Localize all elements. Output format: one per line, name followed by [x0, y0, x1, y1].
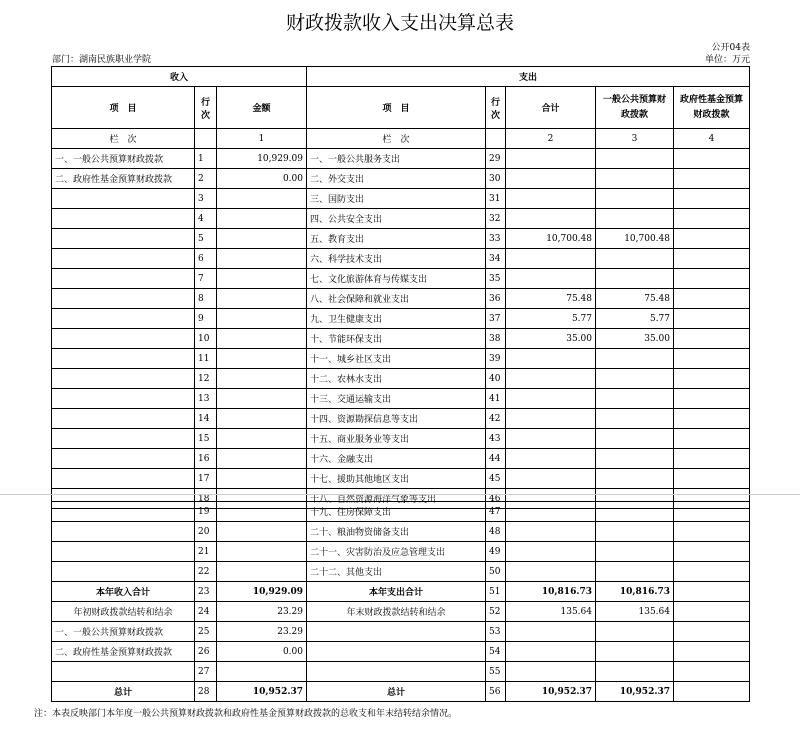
summary-table-part1 [51, 66, 750, 509]
table-row [52, 409, 750, 429]
expense-row-no: 45 [486, 469, 506, 489]
income-row-no: 16 [195, 449, 217, 469]
expense-row-no: 30 [486, 169, 506, 189]
income-amount [217, 309, 307, 329]
fund-budget-amount [674, 309, 750, 329]
income-item: 本年收入合计 [52, 582, 195, 602]
general-budget-amount [596, 389, 674, 409]
income-item [52, 409, 195, 429]
expense-total [506, 502, 596, 522]
expense-total: 10,700.48 [506, 229, 596, 249]
expense-row-no: 50 [486, 562, 506, 582]
fund-budget-amount [674, 369, 750, 389]
expense-total [506, 269, 596, 289]
income-item [52, 209, 195, 229]
general-budget-amount: 5.77 [596, 309, 674, 329]
expense-total [506, 542, 596, 562]
table-row [52, 522, 750, 542]
table-row [52, 349, 750, 369]
fund-budget-amount [674, 582, 750, 602]
expense-row-no: 38 [486, 329, 506, 349]
income-amount [217, 209, 307, 229]
expense-item: 四、公共安全支出 [307, 209, 486, 229]
expense-item: 二十一、灾害防治及应急管理支出 [307, 542, 486, 562]
table-row [52, 389, 750, 409]
amount-header: 金额 [217, 87, 307, 129]
income-amount [217, 369, 307, 389]
expense-row-no: 52 [486, 602, 506, 622]
general-budget-amount [596, 469, 674, 489]
income-item: 二、政府性基金预算财政拨款 [52, 642, 195, 662]
income-item [52, 329, 195, 349]
expense-item: 六、科学技术支出 [307, 249, 486, 269]
expense-total: 135.64 [506, 602, 596, 622]
general-budget-amount [596, 209, 674, 229]
column-number-2: 2 [506, 129, 596, 149]
income-row-no: 25 [195, 622, 217, 642]
income-header: 收入 [52, 67, 307, 87]
expense-row-no: 47 [486, 502, 506, 522]
expense-item: 十七、援助其他地区支出 [307, 469, 486, 489]
table-row [52, 289, 750, 309]
general-budget-amount [596, 429, 674, 449]
expense-total [506, 249, 596, 269]
income-row-no: 14 [195, 409, 217, 429]
table-row [52, 542, 750, 562]
income-row-no: 17 [195, 469, 217, 489]
fund-budget-amount [674, 542, 750, 562]
general-budget-amount [596, 149, 674, 169]
income-row-no: 27 [195, 662, 217, 682]
fund-budget-amount [674, 429, 750, 449]
expense-row-no: 53 [486, 622, 506, 642]
general-budget-amount [596, 249, 674, 269]
fund-budget-amount [674, 682, 750, 702]
income-row-no: 19 [195, 502, 217, 522]
expense-total [506, 369, 596, 389]
expense-total: 10,952.37 [506, 682, 596, 702]
general-budget-amount [596, 169, 674, 189]
expense-item: 十九、住房保障支出 [307, 502, 486, 522]
fund-budget-amount [674, 449, 750, 469]
fund-budget-amount [674, 642, 750, 662]
column-number-3: 3 [596, 129, 674, 149]
income-amount [217, 189, 307, 209]
income-item-header: 项 目 [52, 87, 195, 129]
expense-item [307, 662, 486, 682]
general-budget-amount: 75.48 [596, 289, 674, 309]
expense-row-no: 46 [486, 489, 506, 509]
expense-row-no: 31 [486, 189, 506, 209]
income-amount [217, 409, 307, 429]
expense-item: 一、一般公共服务支出 [307, 149, 486, 169]
income-item [52, 309, 195, 329]
income-item: 年初财政拨款结转和结余 [52, 602, 195, 622]
income-amount: 0.00 [217, 642, 307, 662]
general-budget-amount [596, 349, 674, 369]
fund-budget-amount [674, 289, 750, 309]
table-row [52, 562, 750, 582]
table-row [52, 622, 750, 642]
general-budget-amount [596, 662, 674, 682]
expense-item: 本年支出合计 [307, 582, 486, 602]
expense-item: 十五、商业服务业等支出 [307, 429, 486, 449]
expense-row-no: 33 [486, 229, 506, 249]
income-item [52, 229, 195, 249]
income-row-no: 13 [195, 389, 217, 409]
expense-item-header: 项 目 [307, 87, 486, 129]
fund-budget-amount [674, 149, 750, 169]
income-item: 总计 [52, 682, 195, 702]
expense-item [307, 642, 486, 662]
table-row [52, 169, 750, 189]
fund-budget-amount [674, 469, 750, 489]
income-item: 二、政府性基金预算财政拨款 [52, 169, 195, 189]
expense-total [506, 622, 596, 642]
table-code: 公开04表 [711, 43, 750, 53]
income-item [52, 289, 195, 309]
income-row-no: 18 [195, 489, 217, 509]
table-row [52, 582, 750, 602]
income-row-no: 20 [195, 522, 217, 542]
table-row [52, 662, 750, 682]
fund-budget-amount [674, 169, 750, 189]
general-budget-amount [596, 522, 674, 542]
fund-budget-header: 政府性基金预算财政拨款 [674, 87, 750, 129]
column-label: 栏 次 [52, 129, 195, 149]
income-item [52, 269, 195, 289]
fund-budget-amount [674, 502, 750, 522]
income-row-no: 3 [195, 189, 217, 209]
income-row-no: 12 [195, 369, 217, 389]
table-row [52, 189, 750, 209]
expense-total [506, 349, 596, 369]
general-budget-amount: 10,700.48 [596, 229, 674, 249]
general-budget-amount [596, 542, 674, 562]
expense-row-no: 55 [486, 662, 506, 682]
expense-item: 年末财政拨款结转和结余 [307, 602, 486, 622]
expense-total [506, 149, 596, 169]
income-amount: 10,929.09 [217, 582, 307, 602]
fund-budget-amount [674, 349, 750, 369]
expense-total [506, 209, 596, 229]
income-row-no: 26 [195, 642, 217, 662]
income-row-no-header: 行次 [195, 87, 217, 129]
expense-item: 二十二、其他支出 [307, 562, 486, 582]
expense-total [506, 389, 596, 409]
income-item [52, 349, 195, 369]
fund-budget-amount [674, 522, 750, 542]
footnote: 注：本表反映部门本年度一般公共预算财政拨款和政府性基金预算财政拨款的总收支和年末结转结余情况。 [34, 709, 458, 719]
table-row [52, 602, 750, 622]
expense-total [506, 662, 596, 682]
expense-total: 75.48 [506, 289, 596, 309]
column-number-1: 1 [217, 129, 307, 149]
expense-total [506, 522, 596, 542]
expense-row-no-header: 行次 [486, 87, 506, 129]
expense-total [506, 449, 596, 469]
general-budget-amount [596, 369, 674, 389]
general-budget-amount [596, 502, 674, 522]
income-item [52, 389, 195, 409]
income-row-no: 1 [195, 149, 217, 169]
table-row [52, 309, 750, 329]
expense-row-no: 49 [486, 542, 506, 562]
income-item [52, 502, 195, 522]
income-item [52, 522, 195, 542]
income-row-no: 7 [195, 269, 217, 289]
income-amount [217, 542, 307, 562]
expense-row-no: 54 [486, 642, 506, 662]
income-amount [217, 329, 307, 349]
income-item [52, 542, 195, 562]
table-row [52, 369, 750, 389]
general-budget-amount: 135.64 [596, 602, 674, 622]
income-item: 一、一般公共预算财政拨款 [52, 149, 195, 169]
income-row-no: 15 [195, 429, 217, 449]
income-amount [217, 289, 307, 309]
table-row [52, 449, 750, 469]
expense-item [307, 622, 486, 642]
expense-item: 十六、金融支出 [307, 449, 486, 469]
column-label: 栏 次 [307, 129, 486, 149]
expense-item: 三、国防支出 [307, 189, 486, 209]
table-row [52, 429, 750, 449]
expense-total [506, 469, 596, 489]
income-amount: 23.29 [217, 602, 307, 622]
fund-budget-amount [674, 622, 750, 642]
expense-row-no: 32 [486, 209, 506, 229]
general-budget-amount [596, 622, 674, 642]
expense-row-no: 43 [486, 429, 506, 449]
expense-row-no: 36 [486, 289, 506, 309]
general-budget-amount [596, 269, 674, 289]
general-budget-amount: 10,816.73 [596, 582, 674, 602]
income-row-no: 28 [195, 682, 217, 702]
income-item [52, 369, 195, 389]
income-item [52, 189, 195, 209]
table-row [52, 502, 750, 522]
table-row [52, 209, 750, 229]
fund-budget-amount [674, 329, 750, 349]
income-amount: 10,952.37 [217, 682, 307, 702]
income-item [52, 469, 195, 489]
income-item [52, 449, 195, 469]
income-row-no: 24 [195, 602, 217, 622]
income-amount [217, 349, 307, 369]
expense-row-no: 34 [486, 249, 506, 269]
income-row-no: 8 [195, 289, 217, 309]
fund-budget-amount [674, 662, 750, 682]
expense-total [506, 189, 596, 209]
expense-row-no: 41 [486, 389, 506, 409]
expense-row-no: 37 [486, 309, 506, 329]
table-row [52, 229, 750, 249]
income-amount [217, 522, 307, 542]
expense-item: 八、社会保障和就业支出 [307, 289, 486, 309]
expense-row-no: 39 [486, 349, 506, 369]
income-item [52, 562, 195, 582]
department-label: 部门：湖南民族职业学院 [52, 55, 152, 65]
page-break [0, 494, 800, 495]
income-item [52, 662, 195, 682]
general-budget-amount [596, 642, 674, 662]
total-header: 合计 [506, 87, 596, 129]
expense-item: 总计 [307, 682, 486, 702]
income-row-no: 2 [195, 169, 217, 189]
table-row [52, 249, 750, 269]
income-row-no: 23 [195, 582, 217, 602]
fund-budget-amount [674, 249, 750, 269]
fund-budget-amount [674, 389, 750, 409]
expense-total: 35.00 [506, 329, 596, 349]
table-row [52, 329, 750, 349]
income-amount: 0.00 [217, 169, 307, 189]
income-row-no: 10 [195, 329, 217, 349]
expense-row-no: 44 [486, 449, 506, 469]
expense-item: 十、节能环保支出 [307, 329, 486, 349]
table-meta [705, 42, 750, 66]
general-budget-amount [596, 449, 674, 469]
fund-budget-amount [674, 269, 750, 289]
expense-total [506, 169, 596, 189]
general-budget-header: 一般公共预算财政拨款 [596, 87, 674, 129]
table-row [52, 149, 750, 169]
income-amount [217, 249, 307, 269]
expense-item: 十一、城乡社区支出 [307, 349, 486, 369]
table-row [52, 469, 750, 489]
column-number-4: 4 [674, 129, 750, 149]
income-amount: 10,929.09 [217, 149, 307, 169]
fund-budget-amount [674, 229, 750, 249]
expense-total [506, 429, 596, 449]
expense-total: 5.77 [506, 309, 596, 329]
expense-total [506, 562, 596, 582]
fund-budget-amount [674, 562, 750, 582]
income-amount [217, 449, 307, 469]
general-budget-amount [596, 562, 674, 582]
summary-table-part2 [51, 501, 750, 702]
income-row-no: 5 [195, 229, 217, 249]
expense-item: 十四、资源勘探信息等支出 [307, 409, 486, 429]
table-row [52, 269, 750, 289]
income-amount [217, 562, 307, 582]
expense-row-no: 51 [486, 582, 506, 602]
income-row-no: 9 [195, 309, 217, 329]
income-item: 一、一般公共预算财政拨款 [52, 622, 195, 642]
expense-row-no: 35 [486, 269, 506, 289]
general-budget-amount: 10,952.37 [596, 682, 674, 702]
expense-total [506, 642, 596, 662]
general-budget-amount [596, 189, 674, 209]
income-amount [217, 429, 307, 449]
income-amount: 23.29 [217, 622, 307, 642]
expense-item: 五、教育支出 [307, 229, 486, 249]
expense-item: 十八、自然资源海洋气象等支出 [307, 489, 486, 509]
table-row [52, 682, 750, 702]
expense-item: 十二、农林水支出 [307, 369, 486, 389]
expense-row-no: 56 [486, 682, 506, 702]
income-amount [217, 662, 307, 682]
income-row-no: 6 [195, 249, 217, 269]
income-row-no: 11 [195, 349, 217, 369]
income-item [52, 249, 195, 269]
expense-item: 二十、粮油物资储备支出 [307, 522, 486, 542]
general-budget-amount: 35.00 [596, 329, 674, 349]
income-row-no: 22 [195, 562, 217, 582]
expense-row-no: 29 [486, 149, 506, 169]
page-title: 财政拨款收入支出决算总表 [285, 12, 514, 34]
income-amount [217, 502, 307, 522]
expense-item: 九、卫生健康支出 [307, 309, 486, 329]
expense-total: 10,816.73 [506, 582, 596, 602]
fund-budget-amount [674, 409, 750, 429]
fund-budget-amount [674, 209, 750, 229]
general-budget-amount [596, 409, 674, 429]
fund-budget-amount [674, 602, 750, 622]
fund-budget-amount [674, 189, 750, 209]
income-amount [217, 269, 307, 289]
income-amount [217, 229, 307, 249]
expense-header: 支出 [307, 67, 750, 87]
expense-row-no: 42 [486, 409, 506, 429]
income-row-no: 21 [195, 542, 217, 562]
income-row-no: 4 [195, 209, 217, 229]
income-amount [217, 389, 307, 409]
expense-item: 七、文化旅游体育与传媒支出 [307, 269, 486, 289]
income-amount [217, 469, 307, 489]
expense-row-no: 40 [486, 369, 506, 389]
income-item [52, 429, 195, 449]
expense-item: 十三、交通运输支出 [307, 389, 486, 409]
expense-row-no: 48 [486, 522, 506, 542]
unit-label: 单位：万元 [704, 55, 750, 65]
expense-total [506, 409, 596, 429]
expense-item: 二、外交支出 [307, 169, 486, 189]
table-row [52, 642, 750, 662]
